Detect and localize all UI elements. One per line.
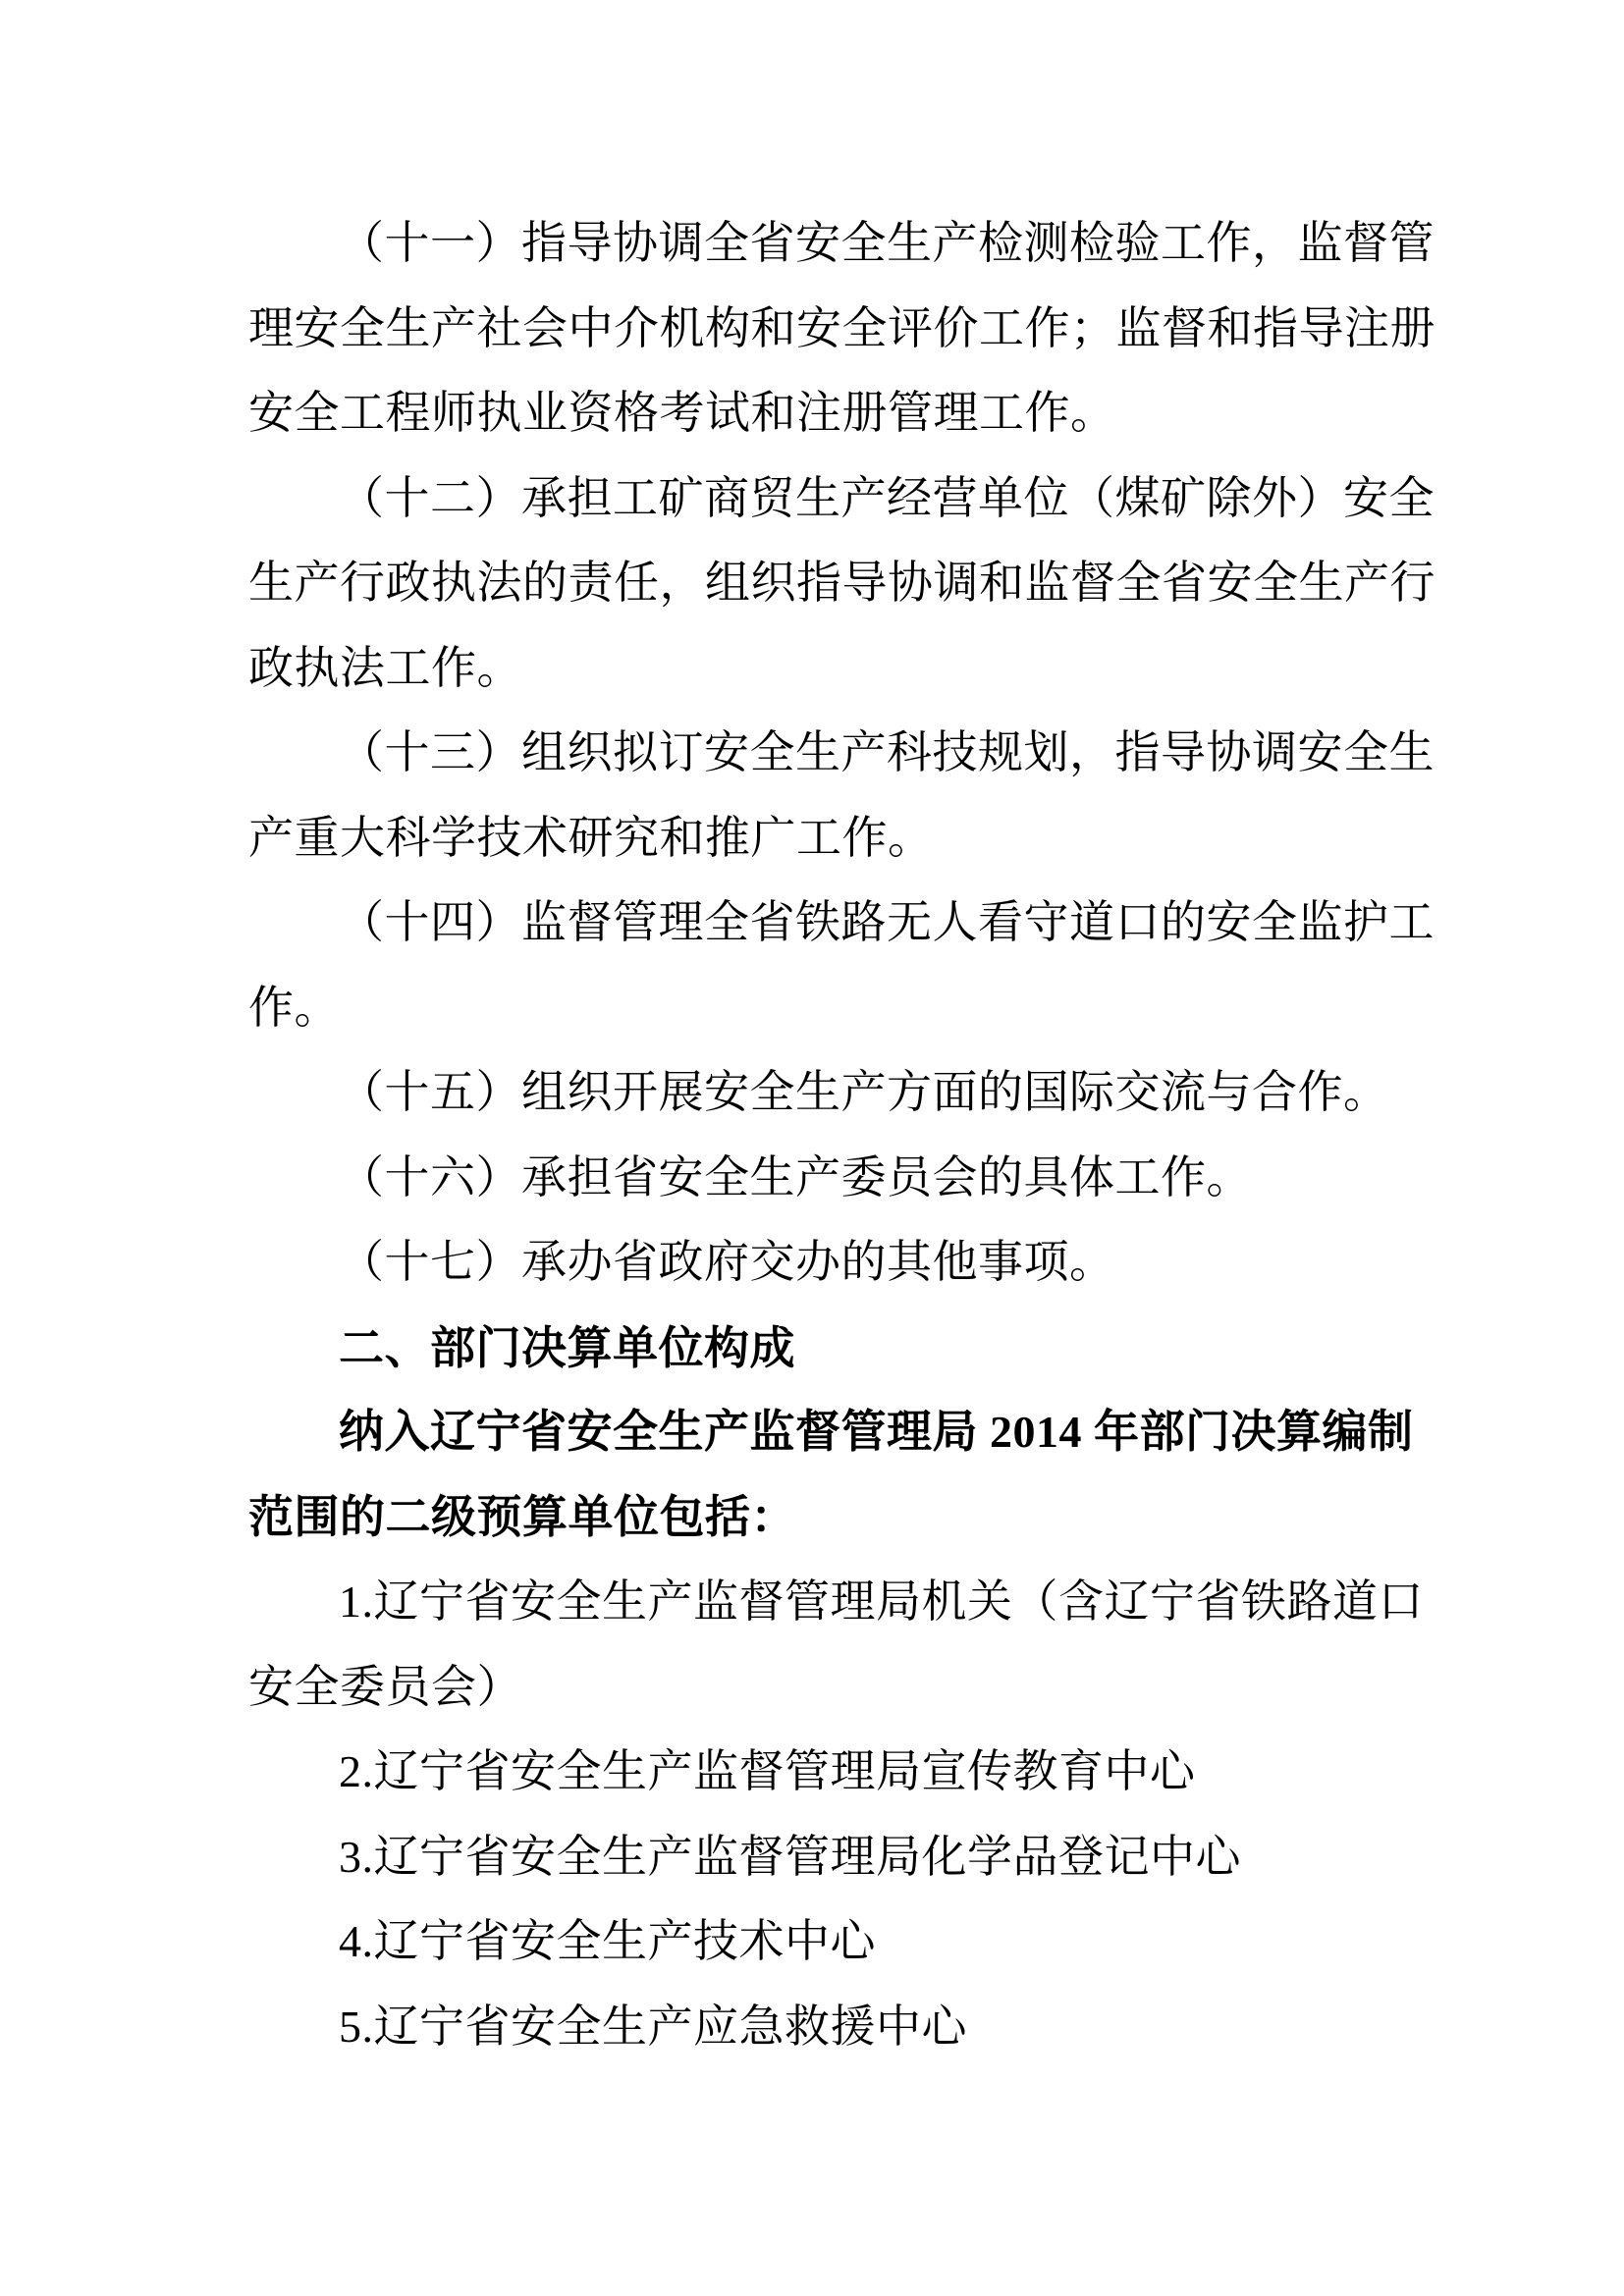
document-lines: [248, 201, 1466, 2069]
text-line: 2.辽宁省安全生产监督管理局宣传教育中心: [339, 1746, 1196, 1796]
text-line: 政执法工作。: [248, 642, 522, 693]
text-line: （十一）指导协调全省安全生产检测检验工作，监督管: [339, 218, 1435, 268]
text-line: 产重大科学技术研究和推广工作。: [248, 812, 934, 863]
text-line: （十六）承担省安全生产委员会的具体工作。: [339, 1151, 1252, 1202]
text-line: 5.辽宁省安全生产应急救援中心: [339, 2001, 967, 2052]
text-line: 作。: [248, 982, 340, 1033]
text-line: 4.辽宁省安全生产技术中心: [339, 1916, 876, 1966]
text-line: 生产行政执法的责任，组织指导协调和监督全省安全生产行: [248, 558, 1435, 608]
text-line: 范围的二级预算单位包括：: [248, 1491, 796, 1542]
text-line: 安全委员会）: [248, 1661, 522, 1712]
section-heading: 二、部门决算单位构成: [339, 1321, 795, 1373]
text-line: （十七）承办省政府交办的其他事项。: [339, 1237, 1115, 1287]
text-line: （十四）监督管理全省铁路无人看守道口的安全监护工: [339, 897, 1435, 947]
text-line: 安全工程师执业资格考试和注册管理工作。: [248, 388, 1116, 438]
text-line: （十二）承担工矿商贸生产经营单位（煤矿除外）安全: [339, 472, 1435, 523]
text-line: （十五）组织开展安全生产方面的国际交流与合作。: [339, 1067, 1389, 1117]
text-line: 理安全生产社会中介机构和安全评价工作；监督和指导注册: [248, 302, 1435, 353]
text-line: 纳入辽宁省安全生产监督管理局 2014 年部门决算编制: [339, 1407, 1414, 1457]
text-line: （十三）组织拟订安全生产科技规划，指导协调安全生: [339, 727, 1435, 777]
text-line: 1.辽宁省安全生产监督管理局机关（含辽宁省铁路道口: [339, 1576, 1424, 1627]
text-line: 3.辽宁省安全生产监督管理局化学品登记中心: [339, 1831, 1241, 1882]
